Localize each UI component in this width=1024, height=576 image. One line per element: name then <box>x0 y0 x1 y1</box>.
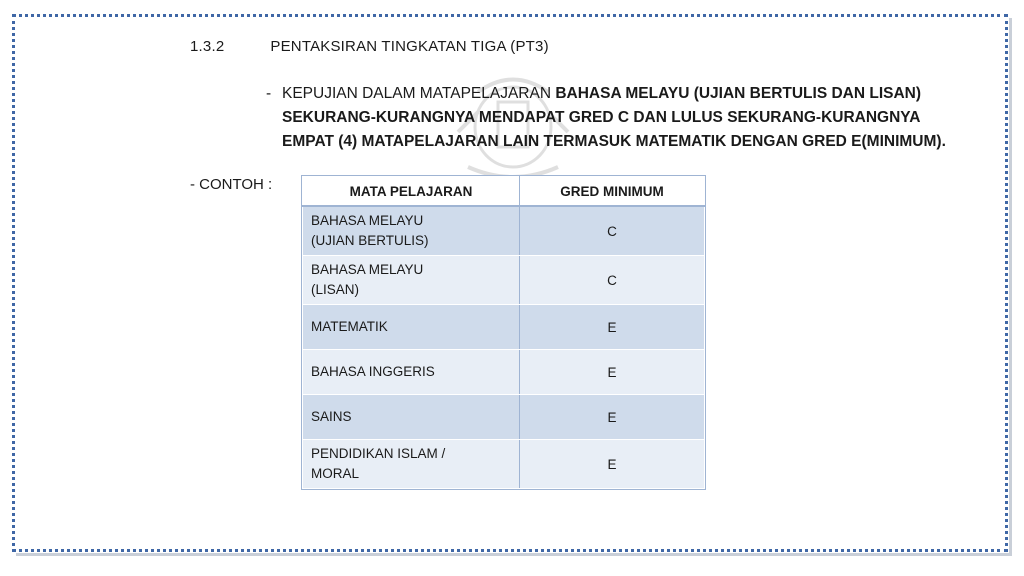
table-row <box>303 350 705 395</box>
requirement-bold-line3: EMPAT (4) MATAPELAJARAN LAIN TERMASUK MATEMATIK DENGAN GRED E(MINIMUM). <box>282 133 946 150</box>
requirement-lead: KEPUJIAN DALAM MATAPELAJARAN <box>282 85 556 102</box>
header-subject: MATA PELAJARAN <box>303 177 520 207</box>
requirement-bold-line2: SEKURANG-KURANGNYA MENDAPAT GRED C DAN LULUS SEKURANG-KURANGNYA <box>282 109 921 126</box>
subject-cell: BAHASA INGGERIS <box>303 350 520 395</box>
table-row <box>303 206 705 256</box>
example-label: - CONTOH : <box>190 176 273 193</box>
table-row <box>303 305 705 350</box>
section-number: 1.3.2 <box>190 38 225 55</box>
header-grade: GRED MINIMUM <box>520 177 705 207</box>
grade-cell: C <box>520 206 705 256</box>
bullet-dash: - <box>266 85 272 102</box>
table-row <box>303 256 705 305</box>
table-header-row <box>303 177 705 207</box>
requirement-bold-line1: BAHASA MELAYU (UJIAN BERTULIS DAN LISAN) <box>555 85 922 102</box>
subject-cell: MATEMATIK <box>303 305 520 350</box>
grade-cell: E <box>520 350 705 395</box>
subject-cell: PENDIDIKAN ISLAM / MORAL <box>303 440 520 489</box>
grade-cell: E <box>520 395 705 440</box>
subject-cell: BAHASA MELAYU (UJIAN BERTULIS) <box>303 206 520 256</box>
subject-cell: BAHASA MELAYU (LISAN) <box>303 256 520 305</box>
grade-cell: E <box>520 440 705 489</box>
section-heading <box>190 38 549 55</box>
requirement-description <box>266 82 996 154</box>
section-title: PENTAKSIRAN TINGKATAN TIGA (PT3) <box>270 38 549 55</box>
table-row <box>303 395 705 440</box>
subject-grade-table <box>302 176 705 489</box>
grade-cell: C <box>520 256 705 305</box>
subject-cell: SAINS <box>303 395 520 440</box>
grade-cell: E <box>520 305 705 350</box>
table-row <box>303 440 705 489</box>
